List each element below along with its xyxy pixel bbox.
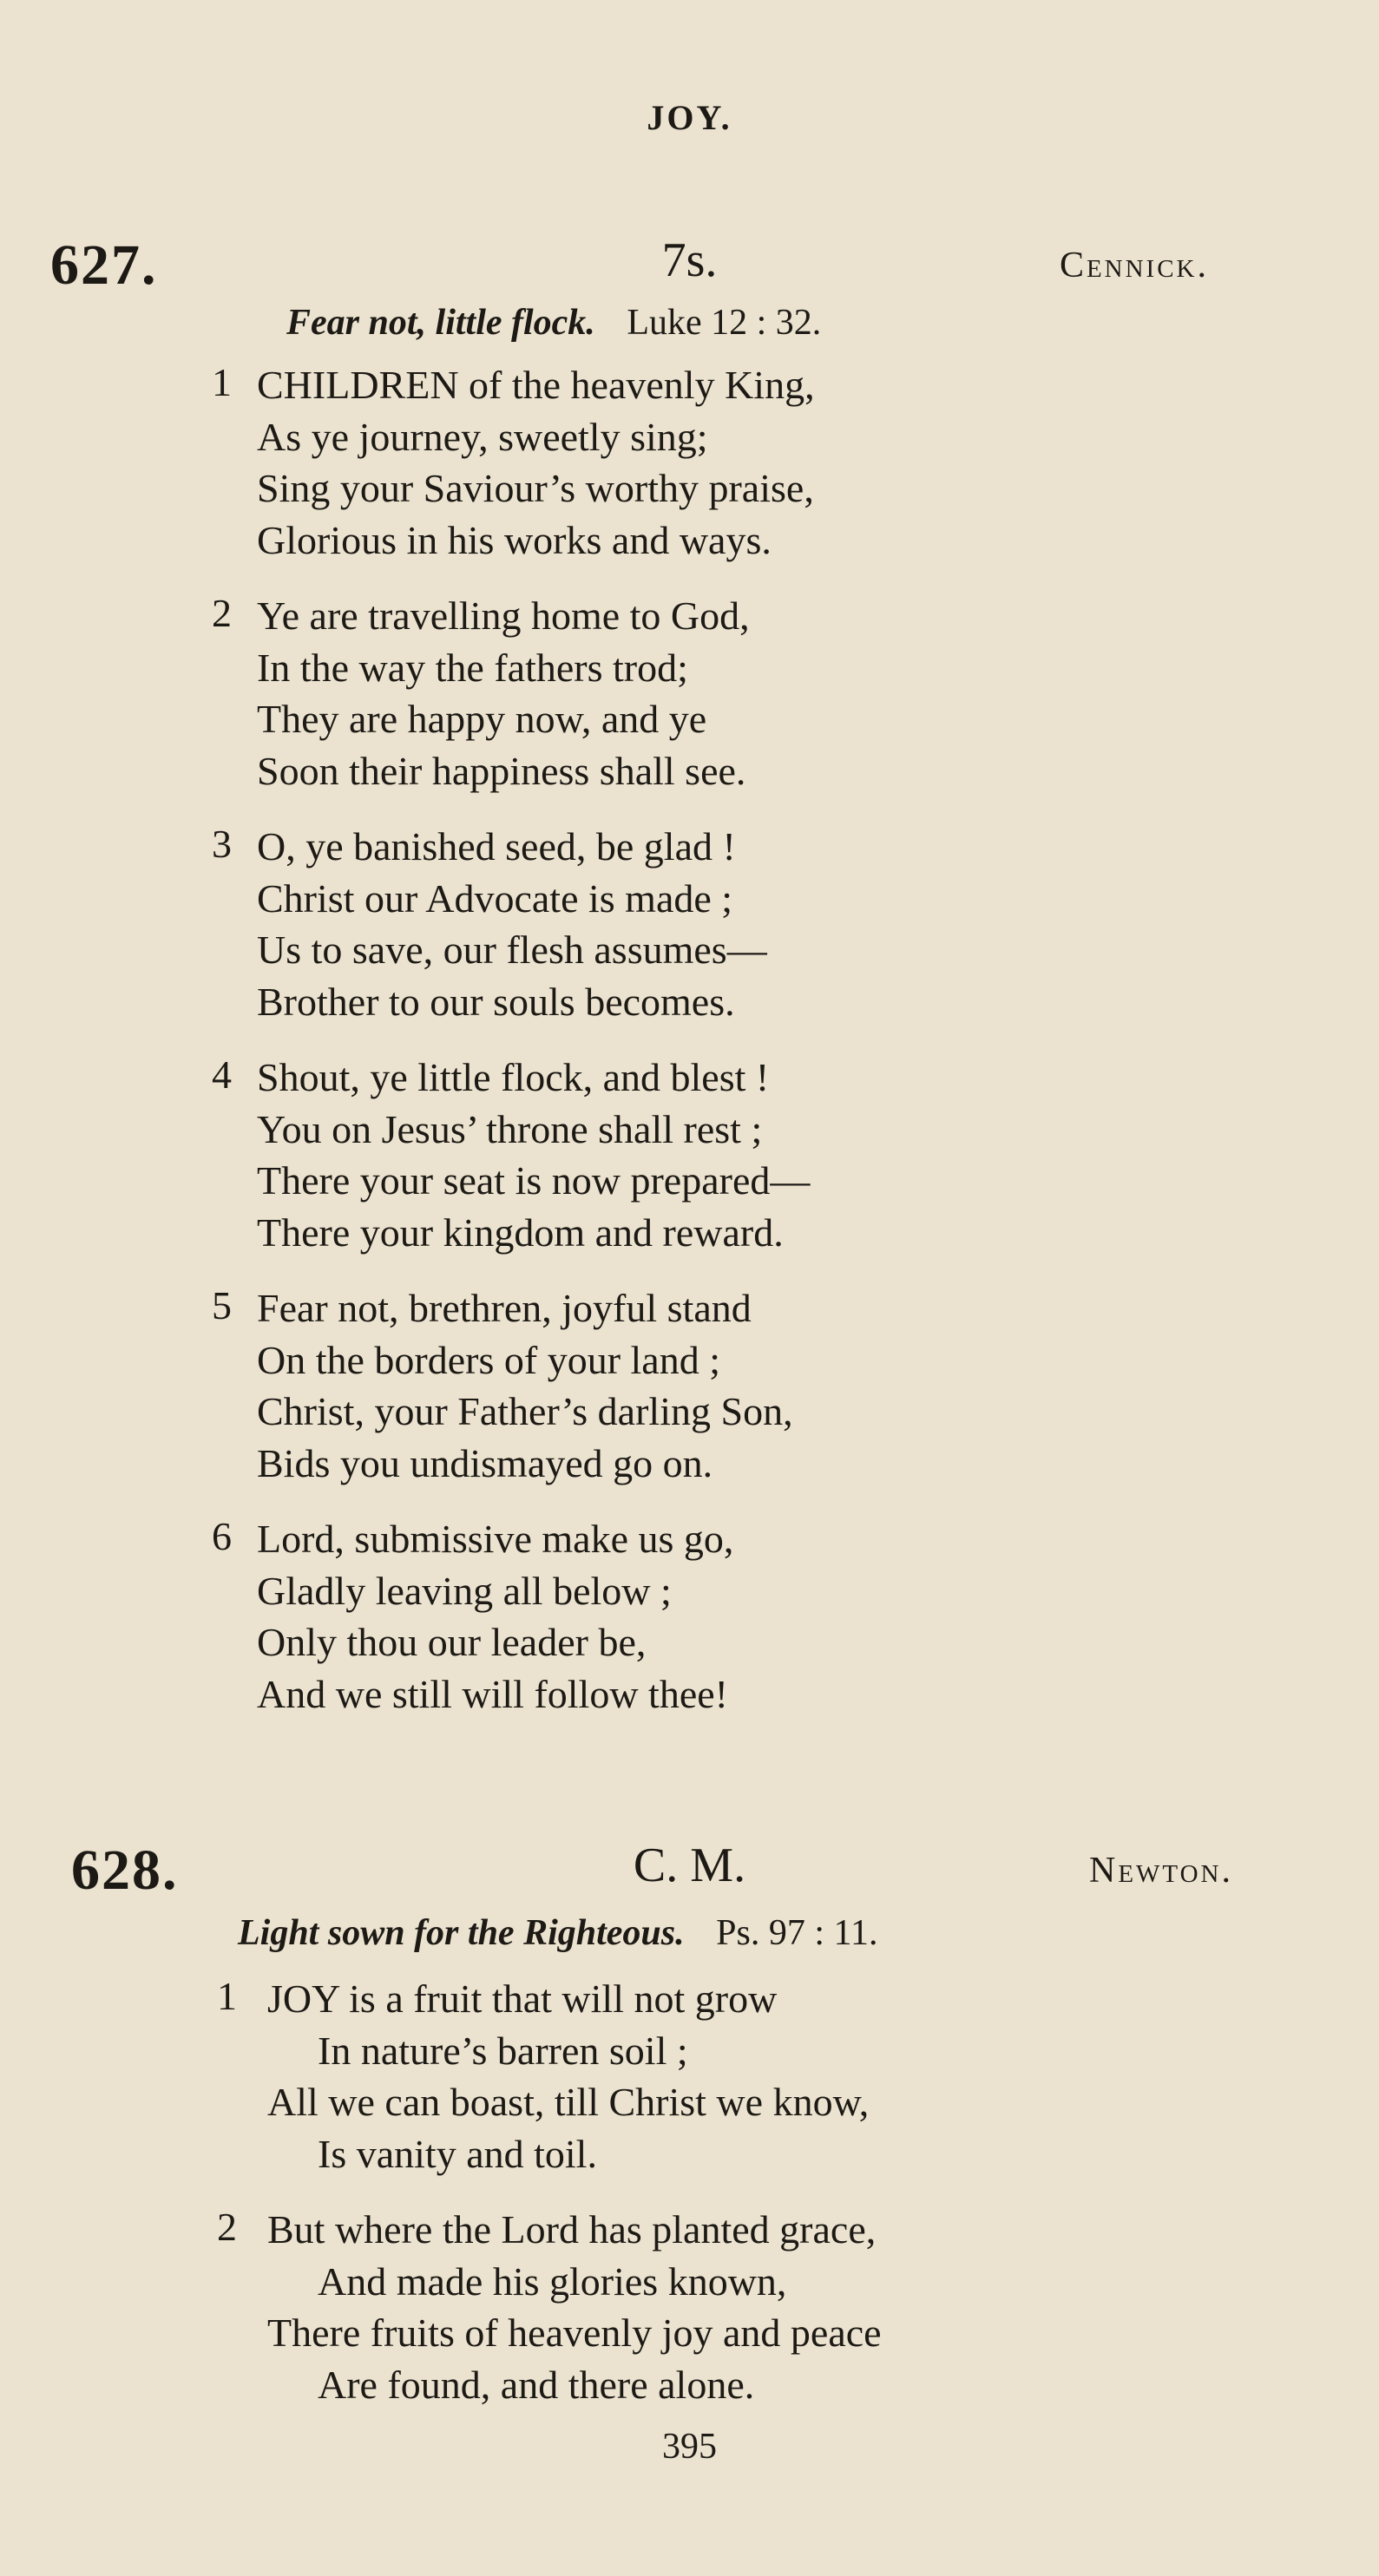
verse-line: In nature’s barren soil ; <box>318 2028 688 2073</box>
verse-line: Only thou our leader be, <box>257 1620 647 1664</box>
verse-line: In the way the fathers trod; <box>257 645 688 690</box>
verse-line: Is vanity and toil. <box>318 2131 597 2176</box>
stanza-number: 4 <box>212 1052 232 1097</box>
verse-line: Are found, and there alone. <box>318 2362 755 2407</box>
scripture-reference: Luke 12 : 32. <box>627 303 822 343</box>
stanza <box>0 1052 1379 1258</box>
verse-line: You on Jesus’ throne shall rest ; <box>257 1106 763 1151</box>
verse-line: Bids you undismayed go on. <box>257 1440 713 1485</box>
verse-line: All we can boast, till Christ we know, <box>267 2080 870 2124</box>
hymn-meter: C. M. <box>633 1839 746 1892</box>
hymn-title <box>238 1912 877 1954</box>
verse-line: CHILDREN of the heavenly King, <box>257 363 815 407</box>
hymn-author: Newton. <box>1089 1851 1233 1891</box>
verse-line: But where the Lord has planted grace, <box>267 2207 877 2252</box>
stanza <box>0 590 1379 796</box>
scripture-reference: Ps. 97 : 11. <box>716 1913 878 1953</box>
stanza-number: 2 <box>212 591 232 635</box>
running-head: JOY. <box>647 98 732 137</box>
stanza-number: 5 <box>212 1283 232 1327</box>
verse-line: There your seat is now prepared— <box>257 1158 811 1203</box>
stanza-number: 2 <box>217 2205 237 2249</box>
hymn-header <box>0 1838 1379 1916</box>
verse-line: There fruits of heavenly joy and peace <box>267 2311 882 2355</box>
page-number: 395 <box>662 2427 717 2467</box>
hymn-628 <box>0 1838 1379 2412</box>
verse-line: Shout, ye little flock, and blest ! <box>257 1055 770 1099</box>
stanza-number: 6 <box>212 1514 232 1558</box>
verse-line: On the borders of your land ; <box>257 1337 720 1382</box>
verse-line: Christ our Advocate is made ; <box>257 875 733 921</box>
verse-line: O, ye banished seed, be glad ! <box>257 824 736 868</box>
stanza-list <box>0 359 1379 1720</box>
stanza <box>0 1513 1379 1720</box>
hymn-627 <box>0 233 1379 1730</box>
stanza-number: 1 <box>212 360 232 404</box>
verse-line: JOY is a fruit that will not grow <box>267 1976 778 2021</box>
verse-line: As ye journey, sweetly sing; <box>257 414 708 459</box>
verse-line: Ye are travelling home to God, <box>257 593 750 638</box>
hymn-number: 628. <box>71 1839 179 1902</box>
verse-line: Sing your Saviour’s worthy praise, <box>257 466 814 510</box>
stanza-number: 1 <box>217 1974 237 2018</box>
verse-line: Fear not, brethren, joyful stand <box>257 1286 752 1330</box>
verse-line: Gladly leaving all below ; <box>257 1568 672 1613</box>
hymn-title-text: Light sown for the Righteous. <box>238 1913 685 1953</box>
hymn-title-text: Fear not, little flock. <box>286 303 595 343</box>
stanza <box>0 1282 1379 1489</box>
hymn-meter: 7s. <box>661 233 718 287</box>
verse-line: There your kingdom and reward. <box>257 1209 784 1255</box>
verse-line: They are happy now, and ye <box>257 697 707 741</box>
verse-line: Lord, submissive make us go, <box>257 1517 734 1561</box>
verse-line: Glorious in his works and ways. <box>257 517 772 562</box>
verse-line: Us to save, our flesh assumes— <box>257 927 767 972</box>
stanza-list <box>0 1973 1379 2410</box>
verse-line: Soon their happiness shall see. <box>257 748 746 793</box>
hymn-title <box>286 302 821 344</box>
hymn-author: Cennick. <box>1059 246 1209 285</box>
verse-line: And we still will follow thee! <box>257 1671 728 1716</box>
stanza-number: 3 <box>212 822 232 866</box>
stanza <box>0 1973 1379 2179</box>
verse-line: Christ, your Father’s darling Son, <box>257 1389 793 1433</box>
hymn-header <box>0 233 1379 311</box>
verse-line: Brother to our souls becomes. <box>257 979 735 1024</box>
stanza <box>0 821 1379 1027</box>
hymn-title-line <box>0 1913 1379 1975</box>
verse-line: And made his glories known, <box>318 2258 787 2304</box>
stanza <box>0 359 1379 566</box>
stanza <box>0 2204 1379 2410</box>
hymn-number: 627. <box>50 233 158 297</box>
